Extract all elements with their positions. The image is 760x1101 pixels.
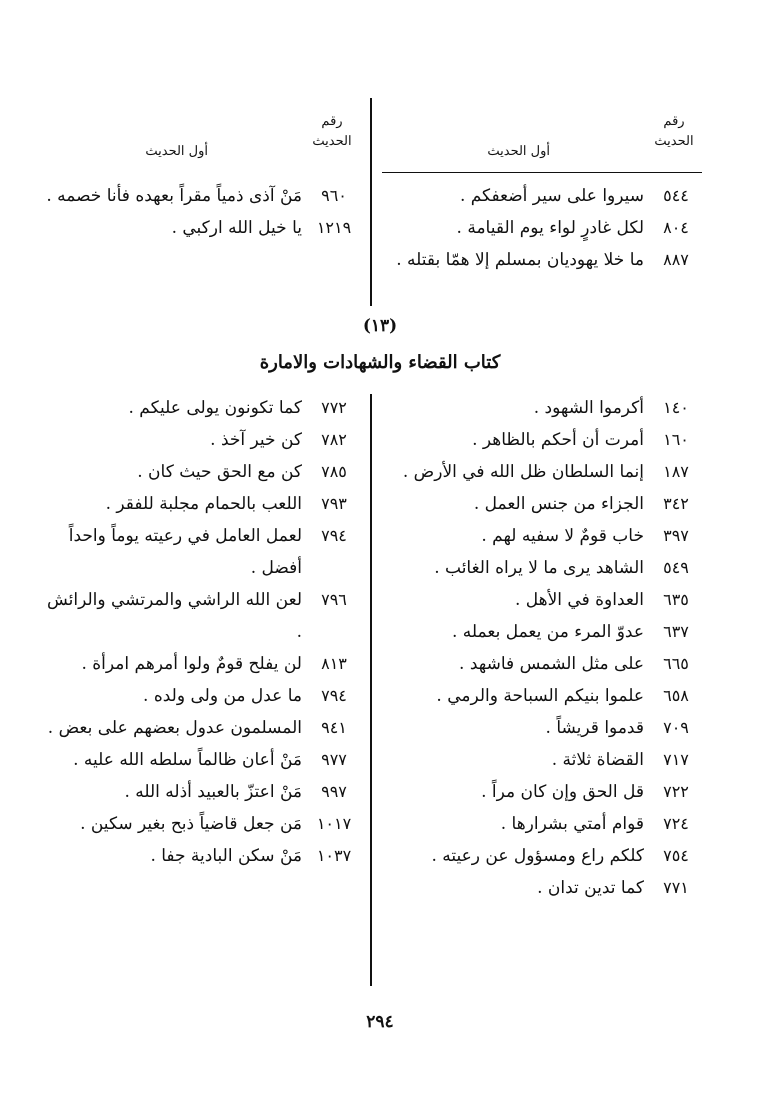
hadith-number: ٧٠٩ xyxy=(663,718,689,737)
list-item xyxy=(382,392,702,424)
hadith-number: ٧٧٢ xyxy=(321,398,347,417)
hadith-text: مَن جعل قاضياً ذبح بغير سكين . xyxy=(80,814,302,834)
hadith-number: ٩٩٧ xyxy=(321,782,347,801)
top-right-column xyxy=(382,98,702,276)
list-item xyxy=(40,456,360,488)
hadith-number: ٣٤٢ xyxy=(663,494,689,513)
hadith-number: ٦٦٥ xyxy=(663,654,689,673)
hadith-number: ٩٤١ xyxy=(321,718,347,737)
hadith-text: الشاهد يرى ما لا يراه الغائب . xyxy=(434,558,644,578)
list-item xyxy=(40,584,360,648)
hadith-text: لعمل العامل في رعيته يوماً واحداً أفضل . xyxy=(68,526,302,578)
hadith-number: ٧٩٣ xyxy=(321,494,347,513)
list-item xyxy=(40,520,360,584)
list-item xyxy=(40,840,360,872)
hadith-number: ٧٨٢ xyxy=(321,430,347,449)
hadith-number: ١٠٣٧ xyxy=(316,846,352,865)
list-item xyxy=(382,244,702,276)
hadith-text: كلكم راع ومسؤول عن رعيته . xyxy=(431,846,644,866)
list-item xyxy=(40,648,360,680)
hadith-text: كن خير آخذ . xyxy=(210,430,302,450)
hadith-number: ٧٩٦ xyxy=(321,590,347,609)
list-item xyxy=(40,488,360,520)
section-number: (١٣) xyxy=(362,316,398,336)
hadith-text: مَنْ أعان ظالماً سلطه الله عليه . xyxy=(73,750,302,770)
list-item xyxy=(382,680,702,712)
hadith-text: المسلمون عدول بعضهم على بعض . xyxy=(47,718,302,738)
list-item xyxy=(382,520,702,552)
list-item xyxy=(40,776,360,808)
hadith-text: ما عدل من ولى ولده . xyxy=(143,686,302,706)
list-item xyxy=(382,648,702,680)
bottom-index-block xyxy=(40,392,700,992)
hadith-number: ٧٢٢ xyxy=(663,782,689,801)
hadith-text: علموا بنيكم السباحة والرمي . xyxy=(436,686,644,706)
list-item xyxy=(40,744,360,776)
hadith-text: أمرت أن أحكم بالظاهر . xyxy=(472,430,644,450)
hadith-text: الجزاء من جنس العمل . xyxy=(473,494,644,514)
bottom-left-column xyxy=(40,392,360,872)
hadith-text: إنما السلطان ظل الله في الأرض . xyxy=(402,462,644,482)
list-item xyxy=(382,456,702,488)
list-item xyxy=(40,180,360,212)
column-divider xyxy=(370,98,372,306)
entry-list xyxy=(382,180,702,276)
entry-list xyxy=(40,180,360,244)
hadith-text: سيروا على سير أضعفكم . xyxy=(459,186,644,206)
hadith-number: ٨٠٤ xyxy=(663,218,689,237)
top-left-column xyxy=(40,98,360,244)
bottom-right-column xyxy=(382,392,702,904)
hadith-text: قوام أمتي بشرارها . xyxy=(500,814,644,834)
section-title: كتاب القضاء والشهادات والامارة xyxy=(259,352,501,373)
list-item xyxy=(40,712,360,744)
list-item xyxy=(40,392,360,424)
column-divider xyxy=(370,394,372,986)
hadith-number: ٩٦٠ xyxy=(321,186,347,205)
hadith-number: ١٠١٧ xyxy=(316,814,352,833)
hadith-text: كن مع الحق حيث كان . xyxy=(137,462,302,482)
hadith-text: كما تكونون يولى عليكم . xyxy=(128,398,302,418)
hadith-number: ٦٥٨ xyxy=(663,686,689,705)
page-number: ٢٩٤ xyxy=(366,1012,394,1032)
hadith-number: ٨١٣ xyxy=(321,654,347,673)
hadith-number: ٧٧١ xyxy=(663,878,689,897)
hadith-text: لعن الله الراشي والمرتشي والرائش . xyxy=(46,590,302,642)
hadith-number: ٦٣٧ xyxy=(663,622,689,641)
header-rule xyxy=(382,172,702,173)
text-column-label: أول الحديث xyxy=(145,144,208,159)
list-item xyxy=(40,680,360,712)
list-item xyxy=(382,584,702,616)
list-item xyxy=(382,424,702,456)
hadith-text: كما تدين تدان . xyxy=(537,878,644,898)
hadith-number: ٦٣٥ xyxy=(663,590,689,609)
hadith-text: على مثل الشمس فاشهد . xyxy=(459,654,644,674)
hadith-number: ٧٩٤ xyxy=(321,526,347,545)
list-item xyxy=(382,872,702,904)
hadith-text: القضاة ثلاثة . xyxy=(551,750,644,770)
list-item xyxy=(382,180,702,212)
hadith-number: ٧١٧ xyxy=(663,750,689,769)
hadith-number: ٧٨٥ xyxy=(321,462,347,481)
list-item xyxy=(382,488,702,520)
hadith-number: ٧٥٤ xyxy=(663,846,689,865)
hadith-number: ١٤٠ xyxy=(663,398,689,417)
list-item xyxy=(382,552,702,584)
list-item xyxy=(382,712,702,744)
hadith-number: ٧٢٤ xyxy=(663,814,689,833)
hadith-number: ٣٩٧ xyxy=(663,526,689,545)
hadith-text: قدموا قريشاً . xyxy=(545,718,644,738)
hadith-text: مَنْ سكن البادية جفا . xyxy=(150,846,302,866)
hadith-text: خاب قومٌ لا سفيه لهم . xyxy=(481,526,644,546)
hadith-text: لن يفلح قومٌ ولوا أمرهم امرأة . xyxy=(81,654,302,674)
list-item xyxy=(382,616,702,648)
hadith-number: ٥٤٩ xyxy=(663,558,689,577)
hadith-text: قل الحق وإن كان مراً . xyxy=(481,782,644,802)
hadith-text: مَنْ آذى ذمياً مقراً بعهده فأنا خصمه . xyxy=(46,186,302,206)
top-index-block xyxy=(40,98,700,310)
hadith-text: اللعب بالحمام مجلبة للفقر . xyxy=(105,494,302,514)
text-column-label: أول الحديث xyxy=(487,144,550,159)
number-column-label: رقم الحديث xyxy=(654,114,694,149)
list-item xyxy=(382,808,702,840)
list-item xyxy=(40,212,360,244)
hadith-number: ١٨٧ xyxy=(663,462,689,481)
list-item xyxy=(40,424,360,456)
hadith-text: عدوّ المرء من يعمل بعمله . xyxy=(452,622,644,642)
hadith-number: ٧٩٤ xyxy=(321,686,347,705)
column-header xyxy=(40,98,360,170)
hadith-number: ٨٨٧ xyxy=(663,250,689,269)
hadith-text: العداوة في الأهل . xyxy=(514,590,644,610)
column-header xyxy=(382,98,702,170)
hadith-text: مَنْ اعتزّ بالعبيد أذله الله . xyxy=(124,782,302,802)
hadith-number: ٩٧٧ xyxy=(321,750,347,769)
list-item xyxy=(382,744,702,776)
hadith-number: ١٦٠ xyxy=(663,430,689,449)
list-item xyxy=(382,840,702,872)
hadith-number: ٥٤٤ xyxy=(663,186,689,205)
hadith-text: لكل غادرٍ لواء يوم القيامة . xyxy=(456,218,644,238)
list-item xyxy=(382,212,702,244)
hadith-text: ما خلا يهوديان بمسلم إلا همّا بقتله . xyxy=(396,250,644,270)
number-column-label: رقم الحديث xyxy=(312,114,352,149)
hadith-text: يا خيل الله اركبي . xyxy=(171,218,302,238)
list-item xyxy=(40,808,360,840)
list-item xyxy=(382,776,702,808)
hadith-text: أكرموا الشهود . xyxy=(533,398,644,418)
hadith-number: ١٢١٩ xyxy=(316,218,352,237)
